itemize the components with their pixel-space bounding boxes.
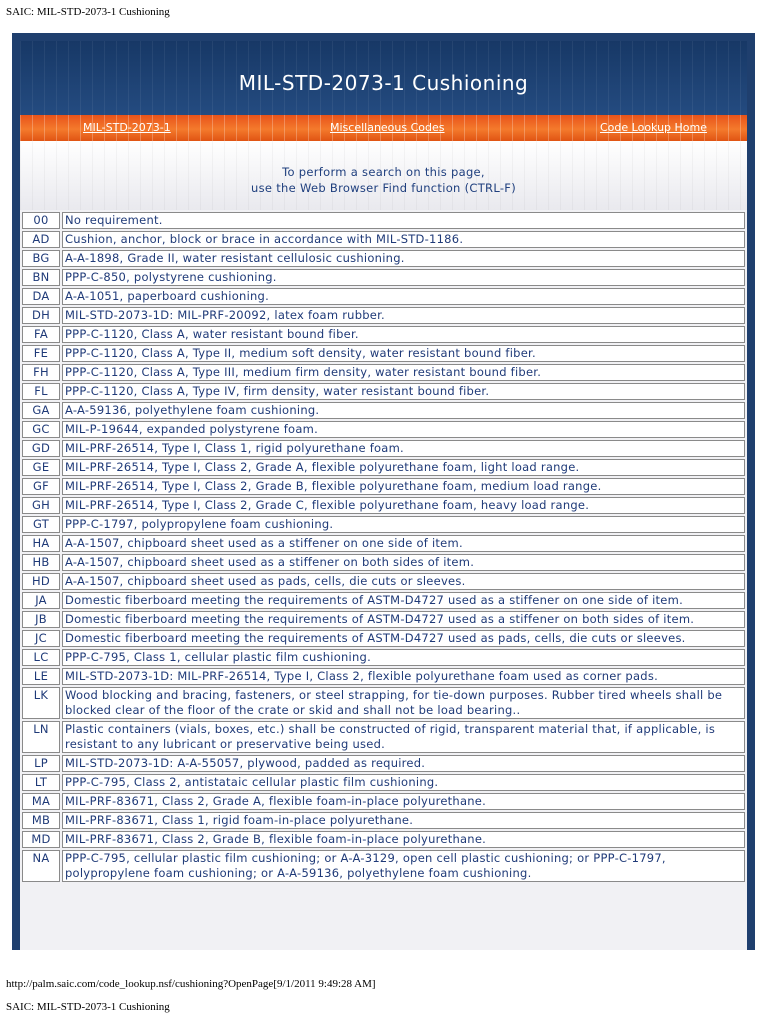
description-cell: A-A-1507, chipboard sheet used as pads, cells, die cuts or sleeves. xyxy=(62,573,745,590)
description-cell: A-A-1051, paperboard cushioning. xyxy=(62,288,745,305)
code-cell: GE xyxy=(22,459,60,476)
code-cell: JB xyxy=(22,611,60,628)
table-row xyxy=(22,383,745,400)
code-cell: MA xyxy=(22,793,60,810)
code-cell: BN xyxy=(22,269,60,286)
table-row xyxy=(22,721,745,753)
description-cell: MIL-PRF-26514, Type I, Class 2, Grade C, flexible polyurethane foam, heavy load range. xyxy=(62,497,745,514)
description-cell: Domestic fiberboard meeting the requirements of ASTM-D4727 used as a stiffener on one side of item. xyxy=(62,592,745,609)
table-row xyxy=(22,212,745,229)
description-cell: A-A-1507, chipboard sheet used as a stiffener on one side of item. xyxy=(62,535,745,552)
table-row xyxy=(22,345,745,362)
code-cell: GF xyxy=(22,478,60,495)
description-cell: MIL-STD-2073-1D: MIL-PRF-26514, Type I, Class 2, flexible polyurethane foam used as corner pads. xyxy=(62,668,745,685)
description-cell: No requirement. xyxy=(62,212,745,229)
description-cell: PPP-C-1120, Class A, water resistant bound fiber. xyxy=(62,326,745,343)
description-cell: PPP-C-795, Class 2, antistataic cellular plastic film cushioning. xyxy=(62,774,745,791)
footer-title: SAIC: MIL-STD-2073-1 Cushioning xyxy=(6,1001,170,1013)
search-instructions xyxy=(20,141,747,210)
table-row xyxy=(22,402,745,419)
description-cell: PPP-C-1797, polypropylene foam cushioning. xyxy=(62,516,745,533)
nav-bar xyxy=(20,115,747,141)
code-cell: JA xyxy=(22,592,60,609)
table-row xyxy=(22,554,745,571)
code-cell: FE xyxy=(22,345,60,362)
table-row xyxy=(22,668,745,685)
description-cell: PPP-C-795, Class 1, cellular plastic film cushioning. xyxy=(62,649,745,666)
description-cell: MIL-PRF-83671, Class 1, rigid foam-in-place polyurethane. xyxy=(62,812,745,829)
code-cell: LP xyxy=(22,755,60,772)
code-cell: 00 xyxy=(22,212,60,229)
code-cell: DH xyxy=(22,307,60,324)
code-cell: LC xyxy=(22,649,60,666)
code-cell: MD xyxy=(22,831,60,848)
code-cell: GC xyxy=(22,421,60,438)
description-cell: MIL-PRF-83671, Class 2, Grade A, flexible foam-in-place polyurethane. xyxy=(62,793,745,810)
code-cell: GA xyxy=(22,402,60,419)
table-row xyxy=(22,440,745,457)
description-cell: MIL-P-19644, expanded polystyrene foam. xyxy=(62,421,745,438)
codes-table xyxy=(20,210,747,884)
table-row xyxy=(22,326,745,343)
description-cell: A-A-59136, polyethylene foam cushioning. xyxy=(62,402,745,419)
code-cell: BG xyxy=(22,250,60,267)
table-row xyxy=(22,516,745,533)
code-cell: LT xyxy=(22,774,60,791)
code-cell: AD xyxy=(22,231,60,248)
code-cell: FL xyxy=(22,383,60,400)
table-row xyxy=(22,421,745,438)
page-frame xyxy=(12,33,755,950)
page-title: MIL-STD-2073-1 Cushioning xyxy=(238,71,529,95)
table-row xyxy=(22,831,745,848)
code-cell: FH xyxy=(22,364,60,381)
nav-link-misc-codes[interactable]: Miscellaneous Codes xyxy=(330,121,445,134)
description-cell: PPP-C-850, polystyrene cushioning. xyxy=(62,269,745,286)
table-row xyxy=(22,755,745,772)
table-row xyxy=(22,649,745,666)
table-row xyxy=(22,497,745,514)
table-row xyxy=(22,231,745,248)
table-row xyxy=(22,630,745,647)
table-row xyxy=(22,573,745,590)
print-header: SAIC: MIL-STD-2073-1 Cushioning xyxy=(6,6,170,18)
footer-url: http://palm.saic.com/code_lookup.nsf/cushioning?OpenPage[9/1/2011 9:49:28 AM] xyxy=(6,978,376,990)
code-cell: FA xyxy=(22,326,60,343)
table-row xyxy=(22,774,745,791)
description-cell: MIL-STD-2073-1D: MIL-PRF-20092, latex foam rubber. xyxy=(62,307,745,324)
description-cell: PPP-C-1120, Class A, Type II, medium soft density, water resistant bound fiber. xyxy=(62,345,745,362)
description-cell: Wood blocking and bracing, fasteners, or steel strapping, for tie-down purposes. Rubber tired wheels shall be blocked clear of the floor of the crate or skid and shall not be load bearing.. xyxy=(62,687,745,719)
description-cell: Domestic fiberboard meeting the requirements of ASTM-D4727 used as a stiffener on both sides of item. xyxy=(62,611,745,628)
description-cell: MIL-PRF-83671, Class 2, Grade B, flexible foam-in-place polyurethane. xyxy=(62,831,745,848)
description-cell: MIL-STD-2073-1D: A-A-55057, plywood, padded as required. xyxy=(62,755,745,772)
code-cell: DA xyxy=(22,288,60,305)
code-cell: LK xyxy=(22,687,60,719)
nav-link-mil-std[interactable]: MIL-STD-2073-1 xyxy=(83,121,171,134)
table-row xyxy=(22,269,745,286)
code-cell: LE xyxy=(22,668,60,685)
table-row xyxy=(22,459,745,476)
description-cell: A-A-1507, chipboard sheet used as a stiffener on both sides of item. xyxy=(62,554,745,571)
description-cell: A-A-1898, Grade II, water resistant cellulosic cushioning. xyxy=(62,250,745,267)
description-cell: MIL-PRF-26514, Type I, Class 2, Grade B, flexible polyurethane foam, medium load range. xyxy=(62,478,745,495)
title-banner xyxy=(20,41,747,115)
code-cell: HA xyxy=(22,535,60,552)
description-cell: PPP-C-795, cellular plastic film cushioning; or A-A-3129, open cell plastic cushioning; or PPP-C-1797, polypropylene foam cushioning; or A-A-59136, polyethylene foam cushioning. xyxy=(62,850,745,882)
code-cell: GD xyxy=(22,440,60,457)
code-cell: HB xyxy=(22,554,60,571)
code-cell: HD xyxy=(22,573,60,590)
table-row xyxy=(22,288,745,305)
description-cell: MIL-PRF-26514, Type I, Class 2, Grade A, flexible polyurethane foam, light load range. xyxy=(62,459,745,476)
table-row xyxy=(22,592,745,609)
codes-table-container xyxy=(20,210,747,950)
description-cell: PPP-C-1120, Class A, Type IV, firm density, water resistant bound fiber. xyxy=(62,383,745,400)
code-cell: JC xyxy=(22,630,60,647)
code-cell: LN xyxy=(22,721,60,753)
nav-link-code-lookup-home[interactable]: Code Lookup Home xyxy=(600,121,708,134)
description-cell: Plastic containers (vials, boxes, etc.) shall be constructed of rigid, transparent material that, if applicable, is resistant to any lubricant or preservative being used. xyxy=(62,721,745,753)
description-cell: Cushion, anchor, block or brace in accordance with MIL-STD-1186. xyxy=(62,231,745,248)
table-row xyxy=(22,364,745,381)
description-cell: MIL-PRF-26514, Type I, Class 1, rigid polyurethane foam. xyxy=(62,440,745,457)
code-cell: MB xyxy=(22,812,60,829)
code-cell: GH xyxy=(22,497,60,514)
table-row xyxy=(22,250,745,267)
description-cell: PPP-C-1120, Class A, Type III, medium firm density, water resistant bound fiber. xyxy=(62,364,745,381)
table-row xyxy=(22,850,745,882)
table-row xyxy=(22,478,745,495)
code-cell: NA xyxy=(22,850,60,882)
table-row xyxy=(22,812,745,829)
search-note-line1: To perform a search on this page, xyxy=(282,165,485,179)
table-row xyxy=(22,793,745,810)
table-row xyxy=(22,307,745,324)
code-cell: GT xyxy=(22,516,60,533)
table-row xyxy=(22,687,745,719)
description-cell: Domestic fiberboard meeting the requirements of ASTM-D4727 used as pads, cells, die cuts or sleeves. xyxy=(62,630,745,647)
search-note-line2: use the Web Browser Find function (CTRL-F) xyxy=(251,181,516,195)
table-row xyxy=(22,611,745,628)
table-row xyxy=(22,535,745,552)
